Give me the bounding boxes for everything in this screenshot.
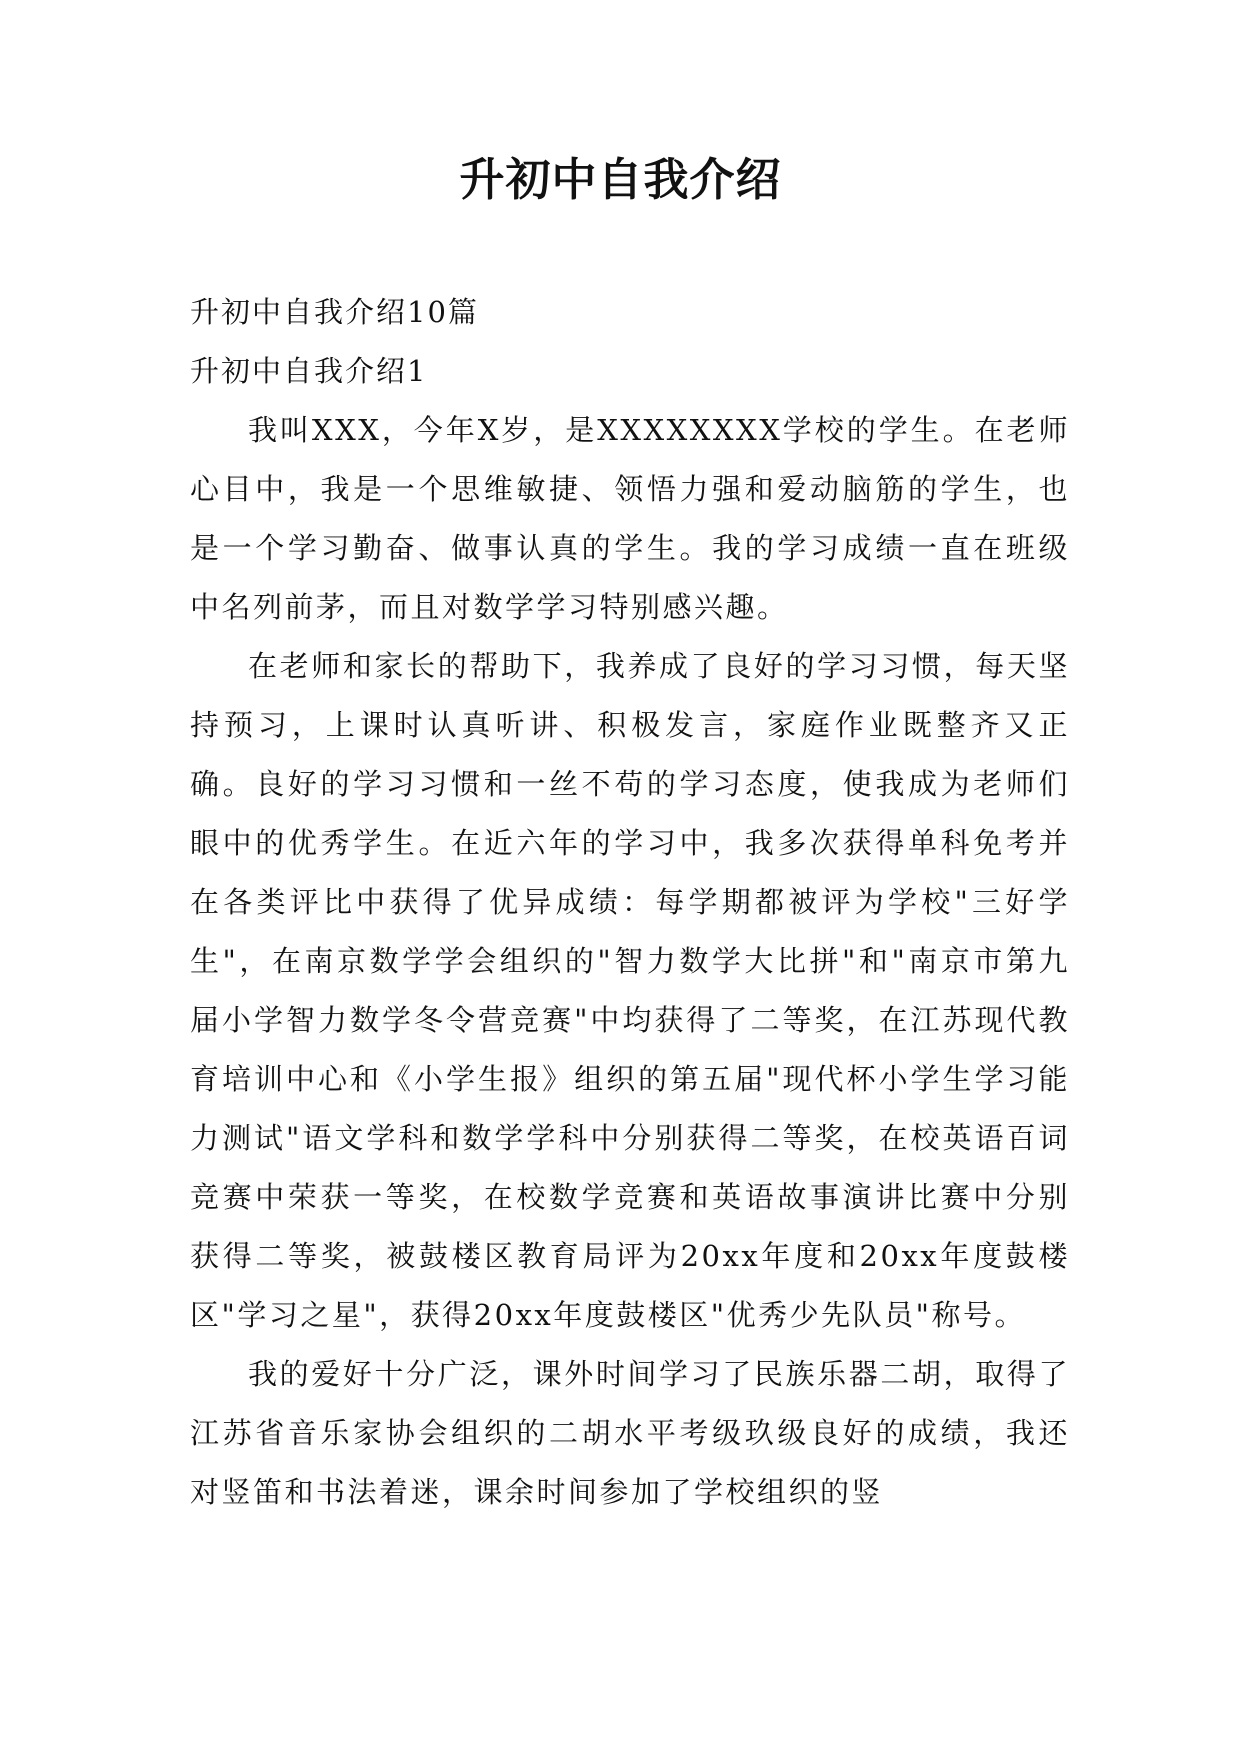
- page-title: 升初中自我介绍: [459, 153, 782, 206]
- paragraph-intro: 我叫XXX，今年X岁，是XXXXXXXX学校的学生。在老师心目中，我是一个思维敏捷、领悟力强和爱动脑筋的学生，也是一个学习勤奋、做事认真的学生。我的学习成绩一直在班级中名列前茅，而且对数学学习特别感兴趣。: [190, 413, 1070, 624]
- paragraph-achievements: 在老师和家长的帮助下，我养成了良好的学习习惯，每天坚持预习，上课时认真听讲、积极发言，家庭作业既整齐又正确。良好的学习习惯和一丝不苟的学习态度，使我成为老师们眼中的优秀学生。在近六年的学习中，我多次获得单科免考并在各类评比中获得了优异成绩：每学期都被评为学校"三好学生"，在南京数学学会组织的"智力数学大比拼"和"南京市第九届小学智力数学冬令营竞赛"中均获得了二等奖，在江苏现代教育培训中心和《小学生报》组织的第五届"现代杯小学生学习能力测试"语文学科和数学学科中分别获得二等奖，在校英语百词竞赛中荣获一等奖，在校数学竞赛和英语故事演讲比赛中分别获得二等奖，被鼓楼区教育局评为20xx年度和20xx年度鼓楼区"学习之星"，获得20xx年度鼓楼区"优秀少先队员"称号。: [190, 649, 1070, 1332]
- section-heading: 升初中自我介绍1: [190, 354, 428, 388]
- document-body: [190, 283, 1070, 1522]
- document-subtitle: 升初中自我介绍10篇: [190, 295, 479, 329]
- paragraph-hobbies: 我的爱好十分广泛，课外时间学习了民族乐器二胡，取得了江苏省音乐家协会组织的二胡水平考级玖级良好的成绩，我还对竖笛和书法着迷，课余时间参加了学校组织的竖: [190, 1357, 1070, 1509]
